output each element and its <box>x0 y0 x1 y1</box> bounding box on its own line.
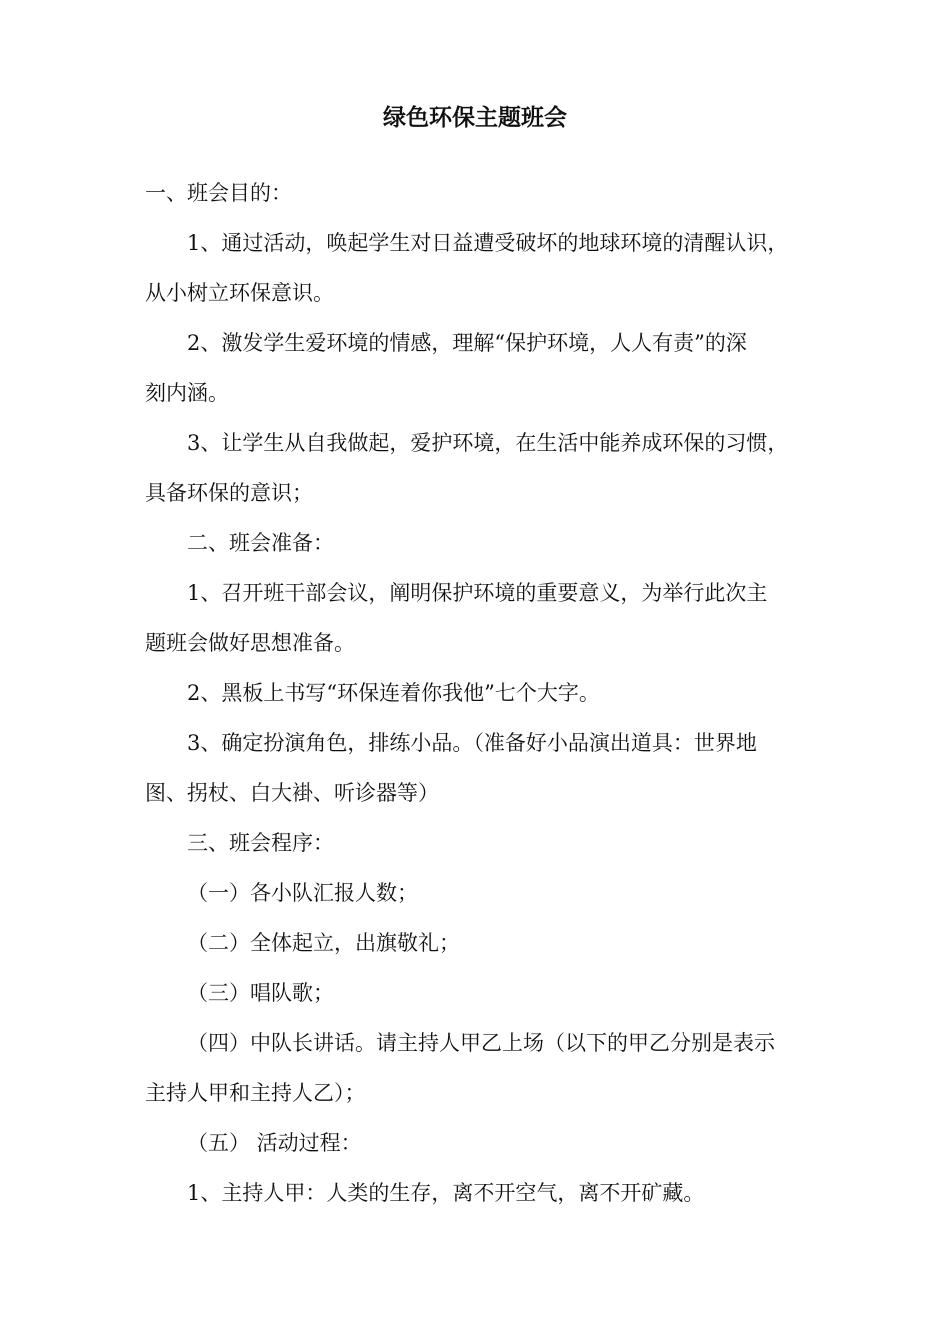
paragraph-line: （五） 活动过程： <box>187 1131 362 1155</box>
paragraph-line: 3、让学生从自我做起，爱护环境，在生活中能养成环保的习惯， <box>187 431 789 455</box>
section-heading-purpose: 一、班会目的： <box>145 181 292 205</box>
paragraph-line: 从小树立环保意识。 <box>145 281 334 305</box>
section-heading-procedure: 三、班会程序： <box>187 831 334 855</box>
paragraph-line: 2、激发学生爱环境的情感，理解“保护环境，人人有责”的深 <box>187 331 747 355</box>
section-heading-preparation: 二、班会准备： <box>187 531 334 555</box>
paragraph-line: 2、黑板上书写“环保连着你我他”七个大字。 <box>187 681 600 705</box>
paragraph-line: 主持人甲和主持人乙）； <box>145 1081 366 1105</box>
paragraph-line: （三）唱队歌； <box>187 981 334 1005</box>
paragraph-line: 图、拐杖、白大褂、听诊器等） <box>145 781 439 805</box>
paragraph-line: （二）全体起立，出旗敬礼； <box>187 931 460 955</box>
paragraph-line: 具备环保的意识； <box>145 481 313 505</box>
paragraph-line: 刻内涵。 <box>145 381 229 405</box>
paragraph-line: 3、确定扮演角色，排练小品。（准备好小品演出道具：世界地 <box>187 731 757 755</box>
paragraph-line: （一）各小队汇报人数； <box>187 881 418 905</box>
paragraph-line: 1、通过活动，唤起学生对日益遭受破坏的地球环境的清醒认识， <box>187 231 789 255</box>
paragraph-line: 题班会做好思想准备。 <box>145 631 355 655</box>
paragraph-line: 1、召开班干部会议，阐明保护环境的重要意义，为举行此次主 <box>187 581 768 605</box>
document-title: 绿色环保主题班会 <box>383 104 567 131</box>
paragraph-line: 1、主持人甲：人类的生存，离不开空气，离不开矿藏。 <box>187 1181 705 1205</box>
paragraph-line: （四）中队长讲话。请主持人甲乙上场（以下的甲乙分别是表示 <box>187 1031 775 1055</box>
